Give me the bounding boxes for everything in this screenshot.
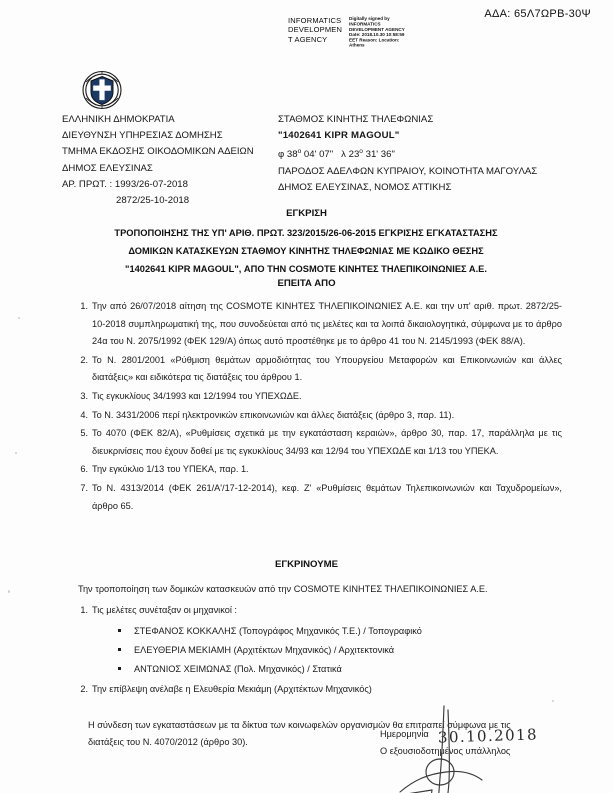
list-item: [62, 480, 562, 515]
list-item-text: Τις εγκυκλίους 34/1993 και 12/1994 του ΥΠΕΧΩΔΕ.: [92, 390, 302, 401]
authority-protocol-number-secondary: 2872/25-10-2018: [116, 195, 190, 207]
list-item-text: Το Ν. 3431/2006 περί ηλεκτρονικών επικοινωνιών και άλλες διατάξεις (άρθρο 3, παρ. 11).: [92, 409, 455, 420]
list-item-text: Το Ν. 2801/2001 «Ρύθμιση θεμάτων αρμοδιότητας του Υπουργείου Μεταφορών και Επικοινωνιών και άλλες διατάξεις» και ειδικότερα τις διατάξεις του άρθρου 1.: [92, 354, 562, 383]
considerations-list: [62, 298, 562, 516]
list-item-number: 7.: [80, 482, 88, 493]
digital-signature-stamp: [288, 16, 410, 47]
handwritten-date-value: 30.10.2018: [437, 725, 539, 747]
list-item-number: 2.: [80, 683, 88, 694]
list-item-number: 5.: [80, 428, 88, 439]
authority-protocol-number: ΑΡ. ΠΡΩΤ. : 1993/26-07-2018: [62, 178, 188, 190]
list-item: [92, 660, 562, 679]
list-item-number: 6.: [80, 464, 88, 475]
authority-line-republic: ΕΛΛΗΝΙΚΗ ΔΗΜΟΚΡΑΤΙΑ: [62, 114, 175, 125]
longitude-rest: 31' 36": [365, 149, 395, 161]
list-item-text: Το 4070 (ΦΕΚ 82/Α), «Ρυθμίσεις σχετικά με την εγκατάσταση κεραιών», άρθρο 30, παρ. 17, παράλληλα με τις διευκρινίσεις που έχουν δοθεί με τις εγκυκλίους 34/93 και 12/94 του ΥΠΕΧΩΔΕ και 1/13 του ΥΠΕΚΑ.: [92, 428, 562, 456]
signature-agency-name: INFORMATICS DEVELOPMEN T AGENCY: [288, 16, 343, 44]
authority-line-directorate: ΔΙΕΥΘΥΝΣΗ ΥΠΗΡΕΣΙΑΣ ΔΟΜΗΣΗΣ: [62, 130, 223, 142]
list-item: [92, 622, 562, 641]
latitude-value: φ 38: [278, 149, 298, 161]
signature-detail-text: Digitally signed by INFORMATICS DEVELOPMENT AGENCY Date: 2018.10.30 10:58:59 EET Reason: Location: Athens: [349, 16, 405, 49]
longitude-value: λ 23: [341, 149, 360, 161]
approval-intro-paragraph: Την τροποποίηση των δομικών κατασκευών από την COSMOTE ΚΙΝΗΤΕΣ ΤΗΛΕΠΙΚΟΙΝΩΝΙΕΣ Α.Ε.: [78, 584, 488, 594]
subject-line-2: ΔΟΜΙΚΩΝ ΚΑΤΑΣΚΕΥΩΝ ΣΤΑΘΜΟΥ ΚΙΝΗΤΗΣ ΤΗΛΕΦΩΝΙΑΣ ΜΕ ΚΩΔΙΚΟ ΘΕΣΗΣ: [128, 246, 484, 256]
subject-title-block: [56, 224, 556, 278]
station-code-name: "1402641 KIPR MAGOUL": [278, 130, 400, 142]
list-item: [92, 641, 562, 660]
engineers-list: [92, 622, 562, 679]
list-item-text: Την από 26/07/2018 αίτηση της COSMOTE ΚΙΝΗΤΕΣ ΤΗΛΕΠΙΚΟΙΝΩΝΙΕΣ Α.Ε. και την υπ' αριθ. πρωτ. 2872/25-10-2018 συμπληρωματική της, που συνοδεύεται από τις μελέτες και τα λοιπά δικαιολογητικά, σύμφωνα με το άρθρο 24α του Ν. 2075/1992 (ΦΕΚ 129/Α) όπως αυτό προστέθηκε με το άρθρο 41 του Ν. 2145/1993 (ΦΕΚ 88/Α).: [92, 301, 562, 347]
approval-list: [62, 602, 562, 698]
title-approval: ΕΓΚΡΙΣΗ: [286, 208, 327, 219]
list-item: [62, 681, 562, 699]
list-item-number: 4.: [80, 409, 88, 420]
ada-code: ΑΔΑ: 65Λ7ΩΡΒ-30Ψ: [484, 8, 591, 20]
officer-label: Ο εξουσιοδοτημένος υπάλληλος: [380, 746, 511, 756]
list-item-number: 1.: [80, 301, 88, 311]
station-municipality: ΔΗΜΟΣ ΕΛΕΥΣΙΝΑΣ, ΝΟΜΟΣ ΑΤΤΙΚΗΣ: [278, 182, 452, 193]
list-item: [62, 407, 562, 425]
list-item: [62, 602, 562, 679]
bullet-icon: [118, 648, 121, 651]
subject-line-3: "1402641 KIPR MAGOUL", ΑΠΟ ΤΗΝ COSMOTE ΚΙΝΗΤΕΣ ΤΗΛΕΠΙΚΟΙΝΩΝΙΕΣ Α.Ε.: [125, 264, 487, 274]
date-label: Ημερομηνία: [380, 729, 429, 739]
bullet-icon: [118, 629, 121, 632]
station-details-block: [278, 112, 598, 196]
authority-line-municipality: ΔΗΜΟΣ ΕΛΕΥΣΙΝΑΣ: [62, 162, 153, 174]
station-address: ΠΑΡΟΔΟΣ ΑΔΕΛΦΩΝ ΚΥΠΡΑΙΟΥ, ΚΟΙΝΟΤΗΤΑ ΜΑΓΟΥΛΑΣ: [278, 165, 538, 177]
engineer-entry: ΑΝΤΩΝΙΟΣ ΧΕΙΜΩΝΑΣ (Πολ. Μηχανικός) / Στατικά: [134, 663, 342, 674]
title-we-approve: ΕΓΚΡΙΝΟΥΜΕ: [274, 559, 339, 570]
scan-speck: [552, 700, 554, 702]
list-item: [62, 425, 562, 460]
list-item-number: 3.: [80, 390, 88, 401]
list-item: [62, 461, 562, 479]
scan-speck: [8, 590, 10, 593]
list-item-number: 2.: [80, 354, 88, 365]
list-item: [62, 388, 562, 406]
station-coordinates: φ 38$^o$ 04' 07" λ 23$^o$ 31' 36": [278, 148, 395, 161]
latitude-rest: 04' 07": [303, 149, 334, 161]
engineer-entry: ΕΛΕΥΘΕΡΙΑ ΜΕΚΙΑΜΗ (Αρχιτέκτων Μηχανικός) / Αρχιτεκτονικά: [134, 644, 395, 655]
list-item-text: Το Ν. 4313/2014 (ΦΕΚ 261/Α'/17-12-2014), κεφ. Ζ' «Ρυθμίσεις θεμάτων Τηλεπικοινωνιών και Ταχυδρομείων», άρθρο 65.: [92, 482, 562, 511]
engineer-entry: ΣΤΕΦΑΝΟΣ ΚΟΚΚΑΛΗΣ (Τοπογράφος Μηχανικός Τ.Ε.) / Τοπογραφικό: [134, 625, 422, 636]
hellenic-republic-emblem-icon: [80, 68, 124, 112]
scan-speck: [18, 317, 20, 319]
signature-block: [380, 726, 605, 793]
subject-line-1: ΤΡΟΠΟΠΟΙΗΣΗΣ ΤΗΣ ΥΠ' ΑΡΙΘ. ΠΡΩΤ. 323/2015/26-06-2015 ΕΓΚΡΙΣΗΣ ΕΓΚΑΤΑΣΤΑΣΗΣ: [114, 228, 498, 238]
list-item-text: Την επίβλεψη ανέλαβε η Ελευθερία Μεκιάμη (Αρχιτέκτων Μηχανικός): [92, 683, 372, 694]
title-following: ΕΠΕΙΤΑ ΑΠΟ: [277, 278, 336, 289]
authority-line-department: ΤΜΗΜΑ ΕΚΔΟΣΗΣ ΟΙΚΟΔΟΜΙΚΩΝ ΑΔΕΙΩΝ: [62, 146, 254, 158]
document-header: [0, 112, 613, 207]
list-item-text: Την εγκύκλιο 1/13 του ΥΠΕΚΑ, παρ. 1.: [92, 464, 249, 475]
list-item-number: 1.: [80, 605, 88, 615]
list-item: [62, 298, 562, 351]
list-item: [62, 352, 562, 387]
closing-paragraph: Η σύνδεση των εγκαταστάσεων με τα δίκτυα των κοινωφελών οργανισμών θα επιτραπεί σύμφωνα με τις διατάξεις του Ν. 4070/2012 (άρθρο 30).: [88, 720, 511, 748]
scan-speck: [15, 452, 17, 454]
station-type-label: ΣΤΑΘΜΟΣ ΚΙΝΗΤΗΣ ΤΗΛΕΦΩΝΙΑΣ: [278, 114, 434, 125]
list-item-text: Τις μελέτες συνέταξαν οι μηχανικοί :: [92, 605, 237, 615]
bullet-icon: [118, 667, 121, 670]
issuing-authority-block: [62, 112, 292, 209]
